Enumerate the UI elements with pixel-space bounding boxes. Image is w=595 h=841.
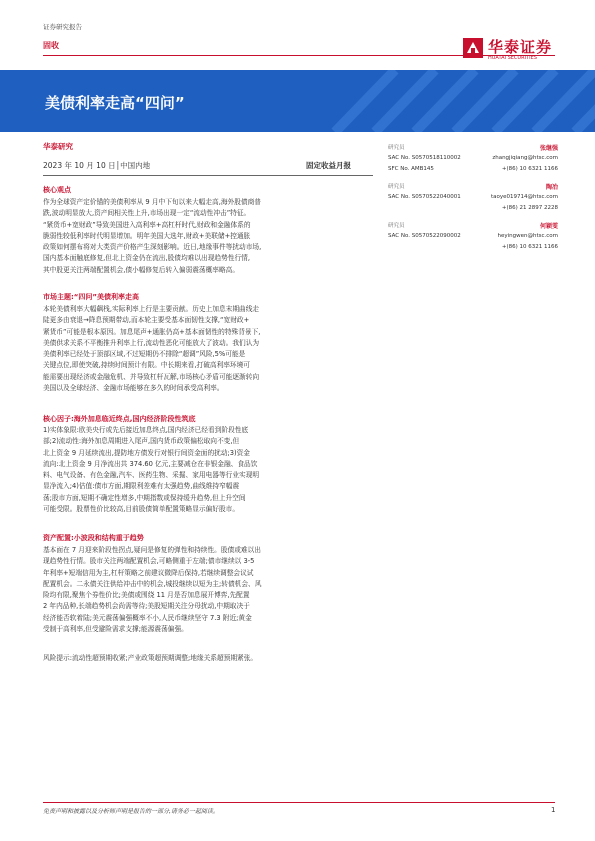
text-line: 美国以及全球经济、金融市场能够在多久的时间承受高利率。 bbox=[43, 384, 224, 393]
section-heading: 市场主题:“四问”美债利率走高 bbox=[43, 293, 140, 301]
footer-divider bbox=[43, 802, 555, 803]
analyst-role: 研究员 bbox=[388, 184, 405, 190]
analyst-phone: +(86) 10 6321 1166 bbox=[501, 244, 558, 250]
text-line: 关键点位,即使突破,持续时间预计有限。中长期来看,打破高利率环境可 bbox=[43, 361, 250, 370]
banner-stripes-decoration bbox=[295, 70, 595, 132]
logo-text-cn: 华泰证券 bbox=[488, 38, 553, 56]
section-body bbox=[43, 425, 373, 515]
text-line: 国内基本面触底修复,但北上资金仍在流出,股债均难以出现趋势性行情, bbox=[43, 254, 250, 263]
text-line: 紧货币”可能是根本原因。加息尾声+通胀仍高+基本面韧性的特殊背景下, bbox=[43, 327, 261, 336]
text-line: 可能受限。股票性价比较高,目前股债简单配置策略显示偏好股市。 bbox=[43, 505, 240, 514]
text-line: 美债利率已经处于顶部区域,不过短期仍不排除“超调”风险,5%可能是 bbox=[43, 350, 246, 359]
analyst-sac: SAC No. S0570518110002 bbox=[388, 155, 461, 161]
title-banner bbox=[0, 70, 595, 132]
analyst-sac: SAC No. S0570522090002 bbox=[388, 233, 461, 239]
research-org: 华泰研究 bbox=[43, 142, 73, 151]
text-line: 荡;股市方面,短期不确定性增多,中期指数或保持缓升趋势,但上升空间 bbox=[43, 493, 246, 502]
text-line: 北上资金 9 月延续流出,提防地方债发行对银行间资金面的扰动;3)资金 bbox=[43, 448, 250, 457]
page-number: 1 bbox=[551, 806, 556, 814]
section-body bbox=[43, 304, 373, 394]
report-date: 2023 年 10 月 10 日│中国内地 bbox=[43, 161, 151, 170]
section-heading: 核心因子:海外加息临近终点,国内经济阶段性筑底 bbox=[43, 415, 196, 423]
text-line: 部;2)流动性:海外加息周期进入尾声,国内货币政策偏松取向不变,但 bbox=[43, 437, 240, 446]
analyst-sfc: SFC No. AMB145 bbox=[388, 166, 434, 172]
text-line: 美债供求关系不平衡推升利率上行,流动性恶化可能放大了波动。我们认为 bbox=[43, 338, 260, 347]
doc-type: 固定收益月报 bbox=[306, 161, 351, 170]
section-heading: 资产配置:小波段和结构重于趋势 bbox=[43, 534, 144, 542]
section-body bbox=[43, 197, 373, 276]
text-line: 料、电气设备、有色金融,汽车、医药生物、采掘、家用电器等行业实现明 bbox=[43, 471, 260, 480]
company-logo bbox=[462, 35, 572, 67]
text-line: 陡更多由衰退→降息预期带动,而本轮主要受基本面韧性支撑,“宽财政+ bbox=[43, 316, 250, 325]
logo-mark-icon bbox=[462, 37, 484, 59]
report-type-label: 证券研究报告 bbox=[43, 23, 82, 31]
text-line: 本轮美债利率大幅飙栈,实际利率上行是主要贡献。历史上加息末期曲线走 bbox=[43, 305, 260, 313]
text-line: 经济能否软着陆;美元震荡偏强概率不小,人民币继续坚守 7.3 附近;黄金 bbox=[43, 613, 252, 622]
section-body bbox=[43, 545, 373, 635]
footer-disclaimer: 免责声明和披露以及分析师声明是报告的一部分,请务必一起阅读。 bbox=[43, 808, 219, 815]
analyst-phone: +(86) 10 6321 1166 bbox=[501, 166, 558, 172]
text-line: 年利率+短端信用为主,杠杆策略之前建议微降后保持,若继续调整会议试 bbox=[43, 568, 254, 577]
text-line: 1)实体象限:欧美央行或先后接近加息终点,国内经济已经看到阶段性底 bbox=[43, 426, 249, 434]
logo-text-en: HUATAI SECURITIES bbox=[488, 55, 537, 61]
analyst-name: 何颖雯 bbox=[539, 223, 558, 230]
text-line: 能需要出现经济或金融危机、并导致杠杆瓦解,市场核心矛盾可能逐渐转向 bbox=[43, 372, 260, 381]
text-line: 其中股更关注两端配置机会,债小幅修复后转入偏弱震荡概率略高。 bbox=[43, 265, 240, 274]
analyst-name: 张继强 bbox=[539, 145, 558, 152]
text-line: 作为全球资产定价锚的美债利率从 9 月中下旬以来大幅走高,海外股债商普 bbox=[43, 198, 261, 206]
text-line: 配置机会。二永债关注供给冲击中的机会,城投继续以短为主;转债机会、风 bbox=[43, 579, 262, 588]
analyst-email[interactable]: zhangjiqiang@htsc.com bbox=[492, 155, 558, 161]
section-heading: 核心观点 bbox=[43, 186, 71, 194]
text-line: 脆弱性较低利率时代明显增加。明年美国大选年,财政+美联储+控通胀 bbox=[43, 231, 251, 240]
text-line: 现趋势性行情。股市关注两端配置机会,可略侧重于左端;债市继续以 3-5 bbox=[43, 557, 255, 566]
text-line: 显净流入;4)估值:债市方面,期限利差难有太强趋势,曲线维持窄幅震 bbox=[43, 482, 240, 491]
text-line: 2 年内品种,长端趋势机会尚需等待;美股短期关注分母扰动,中期取决于 bbox=[43, 602, 250, 611]
text-line: 受制于高利率,但受避险需求支撑;能源震荡偏强。 bbox=[43, 625, 188, 634]
text-line: 基本面在 7 月迎来阶段性拐点,疑问是修复的弹性和持续性。股债或难以出 bbox=[43, 546, 261, 554]
analyst-name: 陶冶 bbox=[545, 184, 558, 191]
text-line: 跌,波动明显放大,资产间相关性上升,市场出现一定“流动性冲击”特征。 bbox=[43, 209, 251, 218]
text-line: 险均有限,聚焦个券性价比;美债或围绕 11 月是否加息展开博弈,先配置 bbox=[43, 591, 250, 600]
section-label: 固收 bbox=[43, 41, 59, 50]
analyst-email[interactable]: taoye019714@htsc.com bbox=[490, 194, 558, 200]
analyst-role: 研究员 bbox=[388, 223, 405, 229]
analyst-sac: SAC No. S0570522040001 bbox=[388, 194, 461, 200]
report-title: 美债利率走高“四问” bbox=[45, 94, 185, 112]
meta-divider bbox=[43, 175, 373, 176]
text-line: “紧货币+宽财政”导致美国进入高利率+高杠杆时代,财政和金融体系的 bbox=[43, 220, 251, 229]
text-line: 风险提示:流动性超预期收紧;产业政策超预期调整;地缘关系超预期紧张。 bbox=[43, 654, 258, 662]
risk-warning bbox=[43, 653, 373, 664]
text-line: 政策如何摆布将对大类资产价格产生深刻影响。近日,地缘事件等扰动市场, bbox=[43, 243, 262, 252]
analyst-role: 研究员 bbox=[388, 145, 405, 151]
analyst-phone: +(86) 21 2897 2228 bbox=[501, 205, 558, 211]
text-line: 流向:北上资金 9 月净流出共 374.60 亿元,主要减仓在非银金融、食品饮 bbox=[43, 459, 258, 468]
analyst-email[interactable]: heyingwen@htsc.com bbox=[497, 233, 558, 239]
